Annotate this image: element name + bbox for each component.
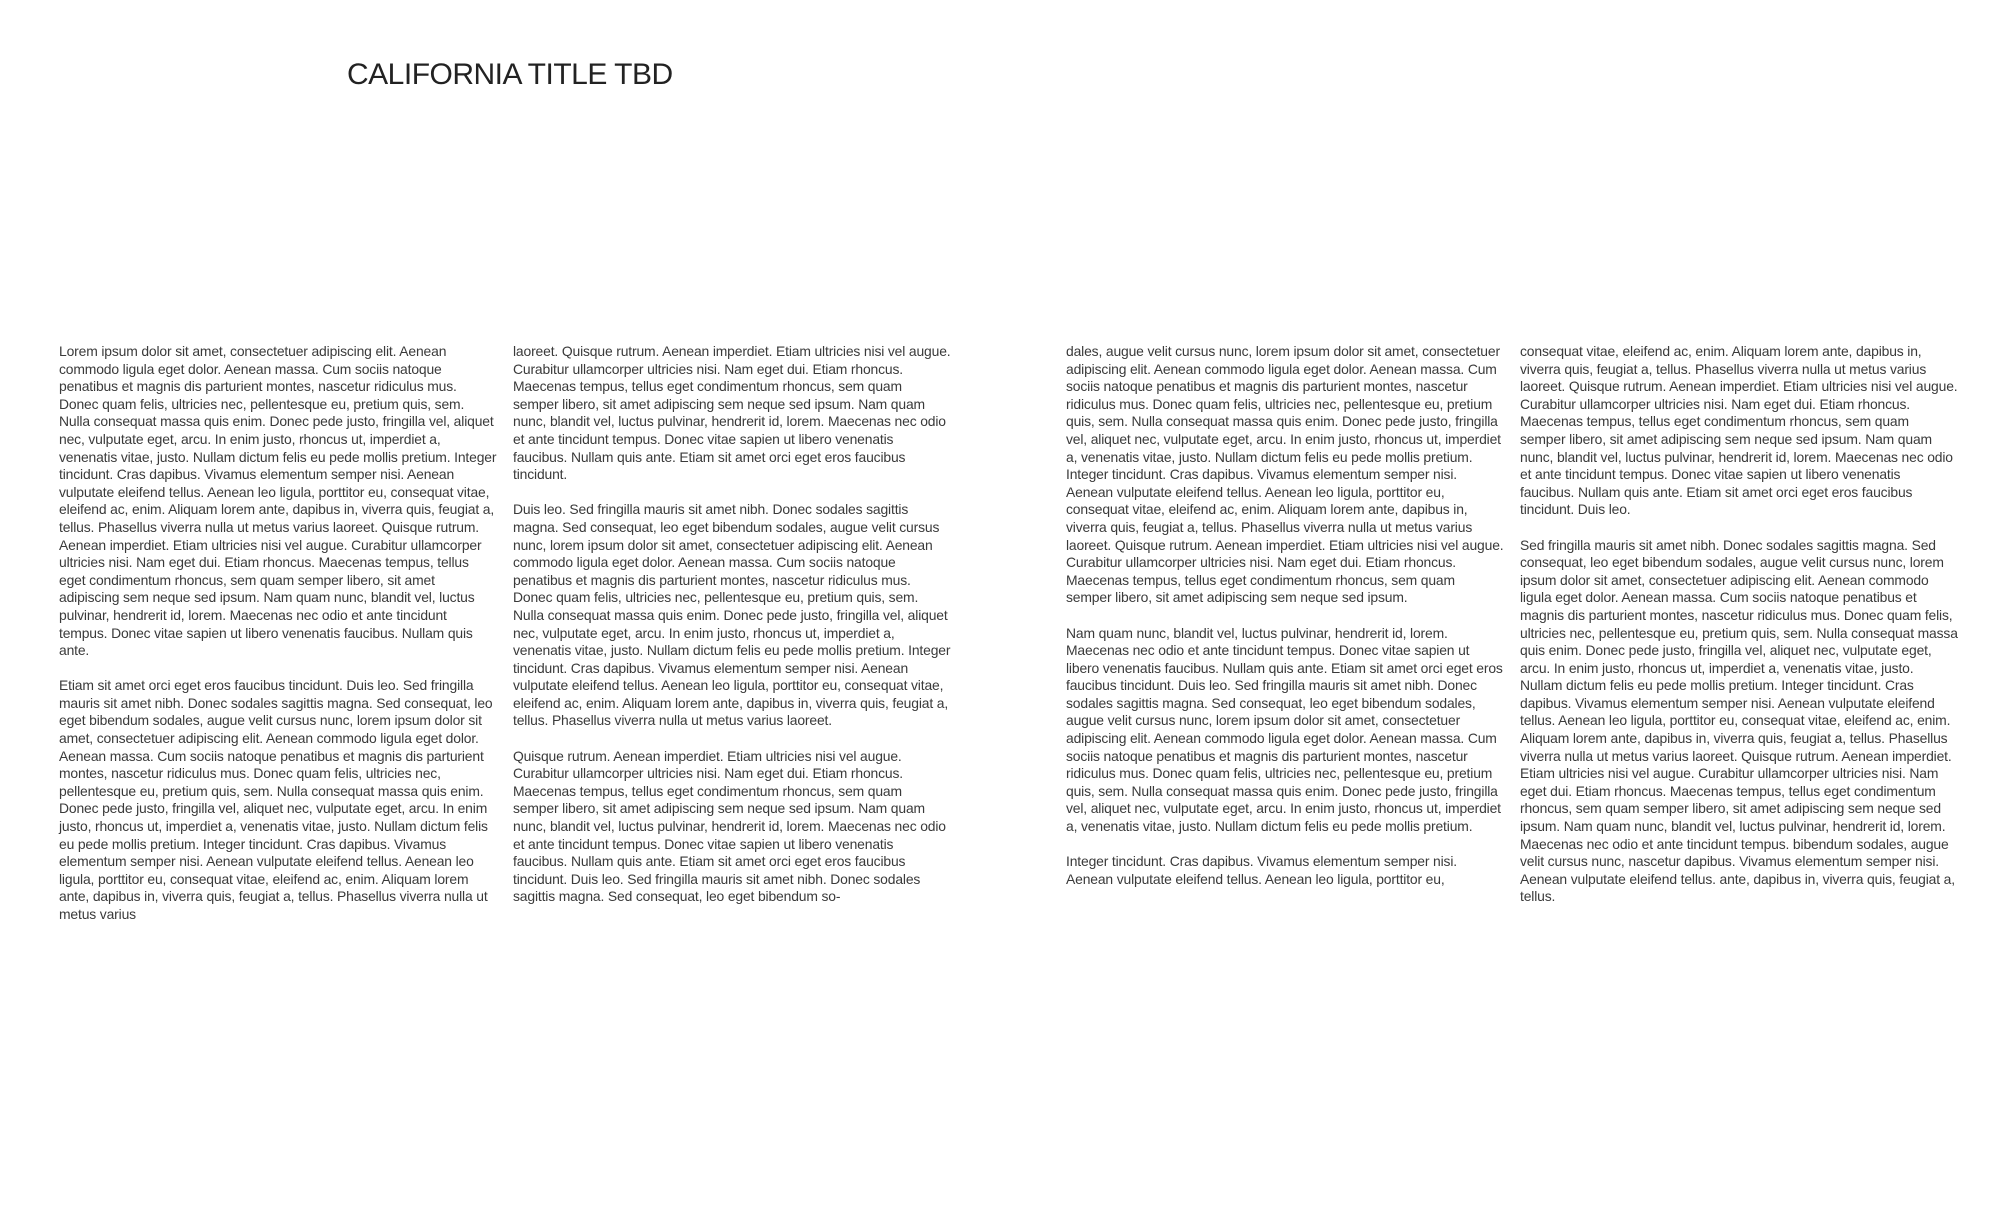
- paragraph: Lorem ipsum dolor sit amet, consectetuer adipiscing elit. Aenean commodo ligula eget dolor. Aenean massa. Cum sociis natoque penatibus et magnis dis parturient montes, nascetur ridiculus mus. Donec quam felis, ultricies nec, pellentesque eu, pretium quis, sem. Nulla consequat massa quis enim. Donec pede justo, fringilla vel, aliquet nec, vulputate eget, arcu. In enim justo, rhoncus ut, imperdiet a, venenatis vitae, justo. Nullam dictum felis eu pede mollis pretium. Integer tincidunt. Cras dapibus. Vivamus elementum semper nisi. Aenean vulputate eleifend tellus. Aenean leo ligula, porttitor eu, consequat vitae, eleifend ac, enim. Aliquam lorem ante, dapibus in, viverra quis, feugiat a, tellus. Phasellus viverra nulla ut metus varius laoreet. Quisque rutrum. Aenean imperdiet. Etiam ultricies nisi vel augue. Curabitur ullamcorper ultricies nisi. Nam eget dui. Etiam rhoncus. Maecenas tempus, tellus eget condimentum rhoncus, sem quam semper libero, sit amet adipiscing sem neque sed ipsum. Nam quam nunc, blandit vel, luctus pulvinar, hendrerit id, lorem. Maecenas nec odio et ante tincidunt tempus. Donec vitae sapien ut libero venenatis faucibus. Nullam quis ante.: [59, 343, 497, 659]
- paragraph: Etiam sit amet orci eget eros faucibus tincidunt. Duis leo. Sed fringilla mauris sit amet nibh. Donec sodales sagittis magna. Sed consequat, leo eget bibendum sodales, augue velit cursus nunc, lorem ipsum dolor sit amet, consectetuer adipiscing elit. Aenean commodo ligula eget dolor. Aenean massa. Cum sociis natoque penatibus et magnis dis parturient montes, nascetur ridiculus mus. Donec quam felis, ultricies nec, pellentesque eu, pretium quis, sem. Nulla consequat massa quis enim. Donec pede justo, fringilla vel, aliquet nec, vulputate eget, arcu. In enim justo, rhoncus ut, imperdiet a, venenatis vitae, justo. Nullam dictum felis eu pede mollis pretium. Integer tincidunt. Cras dapibus. Vivamus elementum semper nisi. Aenean vulputate eleifend tellus. Aenean leo ligula, porttitor eu, consequat vitae, eleifend ac, enim. Aliquam lorem ante, dapibus in, viverra quis, feugiat a, tellus. Phasellus viverra nulla ut metus varius: [59, 677, 493, 922]
- paragraph: Nam quam nunc, blandit vel, luctus pulvinar, hendrerit id, lorem. Maecenas nec odio et ante tincidunt tempus. Donec vitae sapien ut libero venenatis faucibus. Nullam quis ante. Etiam sit amet orci eget eros faucibus tincidunt. Duis leo. Sed fringilla mauris sit amet nibh. Donec sodales sagittis magna. Sed consequat, leo eget bibendum sodales, augue velit cursus nunc, lorem ipsum dolor sit amet, consectetuer adipiscing elit. Aenean commodo ligula eget dolor. Aenean massa. Cum sociis natoque penatibus et magnis dis parturient montes, nascetur ridiculus mus. Donec quam felis, ultricies nec, pellentesque eu, pretium quis, sem. Nulla consequat massa quis enim. Donec pede justo, fringilla vel, aliquet nec, vulputate eget, arcu. In enim justo, rhoncus ut, imperdiet a, venenatis vitae, justo. Nullam dictum felis eu pede mollis pretium.: [1066, 624, 1503, 835]
- page-title: CALIFORNIA TITLE TBD: [347, 58, 673, 91]
- paragraph: Sed fringilla mauris sit amet nibh. Donec sodales sagittis magna. Sed consequat, leo eget bibendum sodales, augue velit cursus nunc, lorem ipsum dolor sit amet, consectetuer adipiscing elit. Aenean commodo ligula eget dolor. Aenean massa. Cum sociis natoque penatibus et magnis dis parturient montes, nascetur ridiculus mus. Donec quam felis, ultricies nec, pellentesque eu, pretium quis, sem. Nulla consequat massa quis enim. Donec pede justo, fringilla vel, aliquet nec, vulputate eget, arcu. In enim justo, rhoncus ut, imperdiet a, venenatis vitae, justo. Nullam dictum felis eu pede mollis pretium. Integer tincidunt. Cras dapibus. Vivamus elementum semper nisi. Aenean vulputate eleifend tellus. Aenean leo ligula, porttitor eu, consequat vitae, eleifend ac, enim. Aliquam lorem ante, dapibus in, viverra quis, feugiat a, tellus. Phasellus viverra nulla ut metus varius laoreet. Quisque rutrum. Aenean imperdiet. Etiam ultricies nisi vel augue. Curabitur ullamcorper ultricies nisi. Nam eget dui. Etiam rhoncus. Maecenas tempus, tellus eget condimentum rhoncus, sem quam semper libero, sit amet adipiscing sem neque sed ipsum. Nam quam nunc, blandit vel, luctus pulvinar, hendrerit id, lorem. Maecenas nec odio et ante tincidunt tempus. bibendum sodales, augue velit cursus nunc, nascetur dapibus. Vivamus elementum semper nisi. Aenean vulputate eleifend tellus. ante, dapibus in, viverra quis, feugiat a, tellus.: [1520, 536, 1958, 905]
- paragraph: dales, augue velit cursus nunc, lorem ipsum dolor sit amet, consectetuer adipiscing elit. Aenean commodo ligula eget dolor. Aenean massa. Cum sociis natoque penatibus et magnis dis parturient montes, nascetur ridiculus mus. Donec quam felis, ultricies nec, pellentesque eu, pretium quis, sem. Nulla consequat massa quis enim. Donec pede justo, fringilla vel, aliquet nec, vulputate eget, arcu. In enim justo, rhoncus ut, imperdiet a, venenatis vitae, justo. Nullam dictum felis eu pede mollis pretium. Integer tincidunt. Cras dapibus. Vivamus elementum semper nisi. Aenean vulputate eleifend tellus. Aenean leo ligula, porttitor eu, consequat vitae, eleifend ac, enim. Aliquam lorem ante, dapibus in, viverra quis, feugiat a, tellus. Phasellus viverra nulla ut metus varius laoreet. Quisque rutrum. Aenean imperdiet. Etiam ultricies nisi vel augue. Curabitur ullamcorper ultricies nisi. Nam eget dui. Etiam rhoncus. Maecenas tempus, tellus eget condimentum rhoncus, sem quam semper libero, sit amet adipiscing sem neque sed ipsum.: [1066, 343, 1504, 606]
- text-column-3: [1066, 343, 1504, 906]
- paragraph: Integer tincidunt. Cras dapibus. Vivamus elementum semper nisi. Aenean vulputate eleifend tellus. Aenean leo ligula, porttitor eu,: [1066, 853, 1457, 887]
- paragraph: Quisque rutrum. Aenean imperdiet. Etiam ultricies nisi vel augue. Curabitur ullamcorper ultricies nisi. Nam eget dui. Etiam rhoncus. Maecenas tempus, tellus eget condimentum rhoncus, sem quam semper libero, sit amet adipiscing sem neque sed ipsum. Nam quam nunc, blandit vel, luctus pulvinar, hendrerit id, lorem. Maecenas nec odio et ante tincidunt tempus. Donec vitae sapien ut libero venenatis faucibus. Nullam quis ante. Etiam sit amet orci eget eros faucibus tincidunt. Duis leo. Sed fringilla mauris sit amet nibh. Donec sodales sagittis magna. Sed consequat, leo eget bibendum so-: [513, 747, 946, 905]
- paragraph: laoreet. Quisque rutrum. Aenean imperdiet. Etiam ultricies nisi vel augue. Curabitur ullamcorper ultricies nisi. Nam eget dui. Etiam rhoncus. Maecenas tempus, tellus eget condimentum rhoncus, sem quam semper libero, sit amet adipiscing sem neque sed ipsum. Nam quam nunc, blandit vel, luctus pulvinar, hendrerit id, lorem. Maecenas nec odio et ante tincidunt tempus. Donec vitae sapien ut libero venenatis faucibus. Nullam quis ante. Etiam sit amet orci eget eros faucibus tincidunt.: [513, 343, 951, 483]
- paragraph: Duis leo. Sed fringilla mauris sit amet nibh. Donec sodales sagittis magna. Sed consequat, leo eget bibendum sodales, augue velit cursus nunc, lorem ipsum dolor sit amet, consectetuer adipiscing elit. Aenean commodo ligula eget dolor. Aenean massa. Cum sociis natoque penatibus et magnis dis parturient montes, nascetur ridiculus mus. Donec quam felis, ultricies nec, pellentesque eu, pretium quis, sem. Nulla consequat massa quis enim. Donec pede justo, fringilla vel, aliquet nec, vulputate eget, arcu. In enim justo, rhoncus ut, imperdiet a, venenatis vitae, justo. Nullam dictum felis eu pede mollis pretium. Integer tincidunt. Cras dapibus. Vivamus elementum semper nisi. Aenean vulputate eleifend tellus. Aenean leo ligula, porttitor eu, consequat vitae, eleifend ac, enim. Aliquam lorem ante, dapibus in, viverra quis, feugiat a, tellus. Phasellus viverra nulla ut metus varius laoreet.: [513, 501, 951, 729]
- text-column-1: [59, 343, 497, 941]
- text-column-2: [513, 343, 951, 924]
- text-column-4: [1520, 343, 1958, 924]
- paragraph: consequat vitae, eleifend ac, enim. Aliquam lorem ante, dapibus in, viverra quis, feugiat a, tellus. Phasellus viverra nulla ut metus varius laoreet. Quisque rutrum. Aenean imperdiet. Etiam ultricies nisi vel augue. Curabitur ullamcorper ultricies nisi. Nam eget dui. Etiam rhoncus. Maecenas tempus, tellus eget condimentum rhoncus, sem quam semper libero, sit amet adipiscing sem neque sed ipsum. Nam quam nunc, blandit vel, luctus pulvinar, hendrerit id, lorem. Maecenas nec odio et ante tincidunt tempus. Donec vitae sapien ut libero venenatis faucibus. Nullam quis ante. Etiam sit amet orci eget eros faucibus tincidunt. Duis leo.: [1520, 343, 1958, 518]
